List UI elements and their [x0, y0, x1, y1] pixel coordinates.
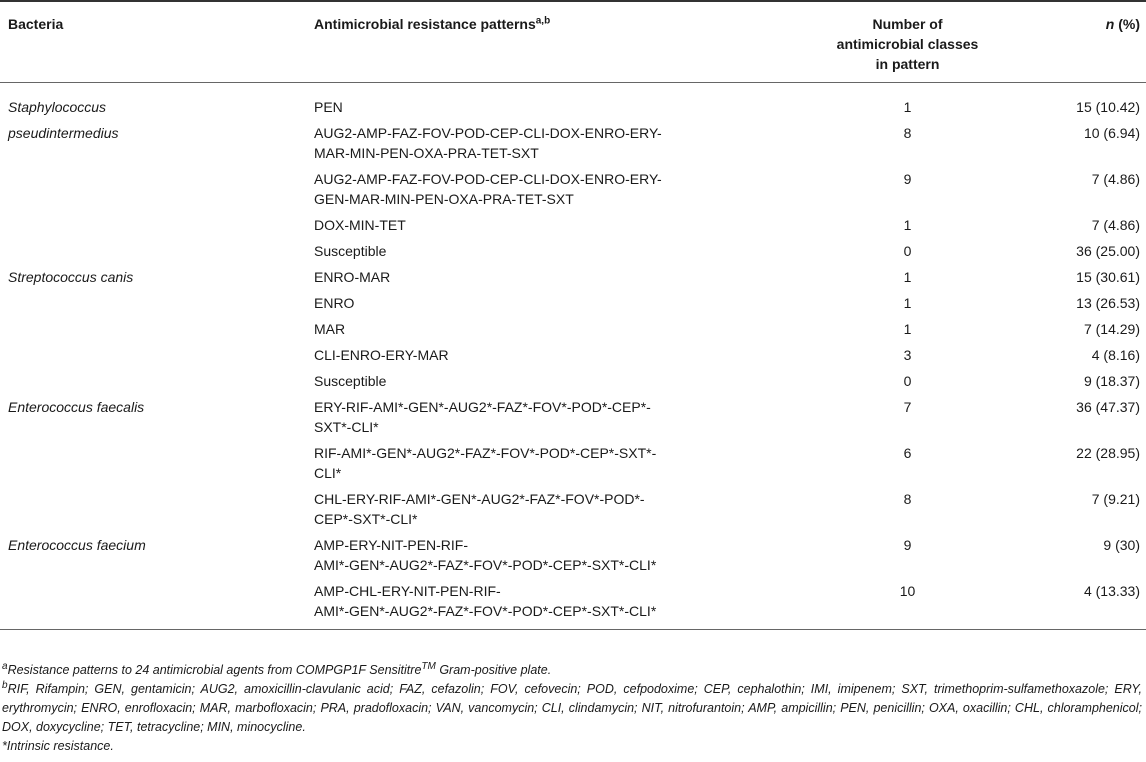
footnote-b-mark: b	[2, 679, 8, 691]
footnote-a-mark: a	[2, 660, 8, 672]
cell-n: 13 (26.53)	[1076, 295, 1140, 311]
table-row	[0, 342, 1146, 368]
cell-bacteria	[0, 578, 306, 630]
cell-n: 10 (6.94)	[1083, 125, 1140, 141]
cell-n: 7 (9.21)	[1091, 491, 1140, 507]
cell-classes: 0	[903, 373, 912, 389]
table-row	[0, 83, 1146, 121]
cell-bacteria	[0, 486, 306, 532]
cell-classes: 1	[903, 295, 912, 311]
cell-n: 9 (18.37)	[1083, 373, 1140, 389]
cell-bacteria	[0, 238, 306, 264]
cell-bacteria	[0, 368, 306, 394]
cell-classes: 8	[903, 125, 912, 141]
cell-n: 36 (25.00)	[1076, 243, 1140, 259]
pattern-line-1: AUG2-AMP-FAZ-FOV-POD-CEP-CLI-DOX-ENRO-ERY-	[314, 125, 662, 141]
pattern-line-1: AMP-ERY-NIT-PEN-RIF-	[314, 537, 469, 553]
pattern-line-2: CLI*	[314, 465, 342, 481]
cell-bacteria: Enterococcus faecalis	[8, 399, 145, 415]
pattern-line-1: AMP-CHL-ERY-NIT-PEN-RIF-	[314, 583, 501, 599]
pattern-line-1: ENRO-MAR	[314, 269, 391, 285]
cell-bacteria	[0, 290, 306, 316]
cell-classes: 9	[903, 537, 912, 553]
footnote-a-text-after: Gram-positive plate.	[435, 663, 552, 677]
footnote-b-text: RIF, Rifampin; GEN, gentamicin; AUG2, amoxicillin-clavulanic acid; FAZ, cefazolin; FOV, cefovecin; POD, cefpodoxime; CEP, cephalothin; IMI, imipenem; SXT, trimethoprim-sulfamethoxazole; ERY, erythromycin; ENRO, enrofloxacin; MAR, marbofloxacin; PRA, pradofloxacin; VAN, vancomycin; CLI, clindamycin; NIT, nitrofurantoin; AMP, ampicillin; PEN, penicillin; OXA, oxacillin; CHL, chloramphenicol; DOX, doxycycline; TET, tetracycline; MIN, minocycline.	[2, 682, 1142, 734]
table-row	[0, 264, 1146, 290]
pattern-line-1: ERY-RIF-AMI*-GEN*-AUG2*-FAZ*-FOV*-POD*-CEP*-	[314, 399, 651, 415]
cell-bacteria: Staphylococcus	[8, 99, 107, 115]
cell-classes: 1	[903, 321, 912, 337]
header-patterns-sup: a,b	[535, 15, 551, 27]
table-row	[0, 578, 1146, 630]
cell-bacteria	[0, 342, 306, 368]
cell-pattern	[306, 394, 777, 440]
pattern-line-1: AUG2-AMP-FAZ-FOV-POD-CEP-CLI-DOX-ENRO-ERY-	[314, 171, 662, 187]
table-footnotes	[2, 661, 1142, 756]
cell-n: 7 (4.86)	[1091, 217, 1140, 233]
cell-classes: 10	[899, 583, 916, 599]
cell-n: 36 (47.37)	[1076, 399, 1140, 415]
cell-bacteria: pseudintermedius	[8, 125, 119, 141]
cell-pattern	[306, 316, 777, 342]
pattern-line-2: MAR-MIN-PEN-OXA-PRA-TET-SXT	[314, 145, 539, 161]
cell-classes: 1	[903, 269, 912, 285]
cell-pattern	[306, 166, 777, 212]
pattern-line-1: Susceptible	[314, 373, 387, 389]
cell-classes: 3	[903, 347, 912, 363]
cell-n: 4 (8.16)	[1091, 347, 1140, 363]
cell-classes: 9	[903, 171, 912, 187]
header-n: n	[1105, 16, 1115, 32]
table-header	[0, 1, 1146, 83]
table-row	[0, 368, 1146, 394]
table-row	[0, 532, 1146, 578]
cell-classes: 0	[903, 243, 912, 259]
pattern-line-2: AMI*-GEN*-AUG2*-FAZ*-FOV*-POD*-CEP*-SXT*-CLI*	[314, 557, 657, 573]
footnote-a	[2, 661, 1142, 680]
table-row	[0, 316, 1146, 342]
cell-bacteria	[0, 316, 306, 342]
cell-classes: 1	[903, 217, 912, 233]
cell-n: 4 (13.33)	[1083, 583, 1140, 599]
pattern-line-1: CHL-ERY-RIF-AMI*-GEN*-AUG2*-FAZ*-FOV*-POD*-	[314, 491, 645, 507]
cell-pattern	[306, 368, 777, 394]
pattern-line-2: GEN-MAR-MIN-PEN-OXA-PRA-TET-SXT	[314, 191, 574, 207]
pattern-line-1: CLI-ENRO-ERY-MAR	[314, 347, 449, 363]
cell-n: 7 (4.86)	[1091, 171, 1140, 187]
cell-classes: 6	[903, 445, 912, 461]
cell-n: 7 (14.29)	[1083, 321, 1140, 337]
header-percent: (%)	[1118, 16, 1140, 32]
cell-classes: 8	[903, 491, 912, 507]
footnote-b	[2, 680, 1142, 737]
table-row	[0, 212, 1146, 238]
header-classes	[777, 1, 1038, 83]
cell-bacteria: Streptococcus canis	[8, 269, 134, 285]
cell-pattern	[306, 342, 777, 368]
header-patterns	[306, 1, 777, 83]
cell-n: 15 (10.42)	[1076, 99, 1140, 115]
table-row	[0, 120, 1146, 166]
cell-pattern	[306, 578, 777, 630]
table-row	[0, 394, 1146, 440]
footnote-a-tm: TM	[421, 660, 436, 672]
table-row	[0, 290, 1146, 316]
pattern-line-1: RIF-AMI*-GEN*-AUG2*-FAZ*-FOV*-POD*-CEP*-SXT*-	[314, 445, 657, 461]
header-row	[0, 1, 1146, 83]
table-body	[0, 83, 1146, 630]
cell-n: 15 (30.61)	[1076, 269, 1140, 285]
cell-pattern	[306, 290, 777, 316]
cell-pattern	[306, 264, 777, 290]
table-row	[0, 486, 1146, 532]
header-bacteria: Bacteria	[8, 16, 64, 32]
header-classes-line2: antimicrobial classes	[836, 36, 979, 52]
cell-classes: 7	[903, 399, 912, 415]
cell-bacteria	[0, 166, 306, 212]
cell-bacteria	[0, 212, 306, 238]
pattern-line-1: DOX-MIN-TET	[314, 217, 406, 233]
cell-bacteria: Enterococcus faecium	[8, 537, 146, 553]
footnote-a-text: Resistance patterns to 24 antimicrobial agents from COMPGP1F Sensititre	[7, 663, 422, 677]
pattern-line-2: CEP*-SXT*-CLI*	[314, 511, 418, 527]
header-n-percent	[1038, 1, 1146, 83]
footnote-star: *Intrinsic resistance.	[2, 739, 114, 753]
cell-pattern	[306, 238, 777, 264]
header-classes-line3: in pattern	[875, 56, 940, 72]
pattern-line-1: PEN	[314, 99, 343, 115]
cell-bacteria	[0, 440, 306, 486]
header-patterns-text: Antimicrobial resistance patterns	[314, 16, 536, 32]
table-row	[0, 440, 1146, 486]
cell-pattern	[306, 532, 777, 578]
cell-n: 9 (30)	[1103, 537, 1140, 553]
cell-pattern	[306, 212, 777, 238]
cell-classes: 1	[903, 99, 912, 115]
pattern-line-2: AMI*-GEN*-AUG2*-FAZ*-FOV*-POD*-CEP*-SXT*-CLI*	[314, 603, 657, 619]
cell-pattern	[306, 120, 777, 166]
pattern-line-2: SXT*-CLI*	[314, 419, 379, 435]
cell-pattern	[306, 486, 777, 532]
cell-pattern	[306, 83, 777, 121]
table-row	[0, 238, 1146, 264]
cell-pattern	[306, 440, 777, 486]
table-row	[0, 166, 1146, 212]
header-classes-line1: Number of	[872, 16, 943, 32]
pattern-line-1: Susceptible	[314, 243, 387, 259]
pattern-line-1: MAR	[314, 321, 346, 337]
cell-n: 22 (28.95)	[1076, 445, 1140, 461]
pattern-line-1: ENRO	[314, 295, 355, 311]
